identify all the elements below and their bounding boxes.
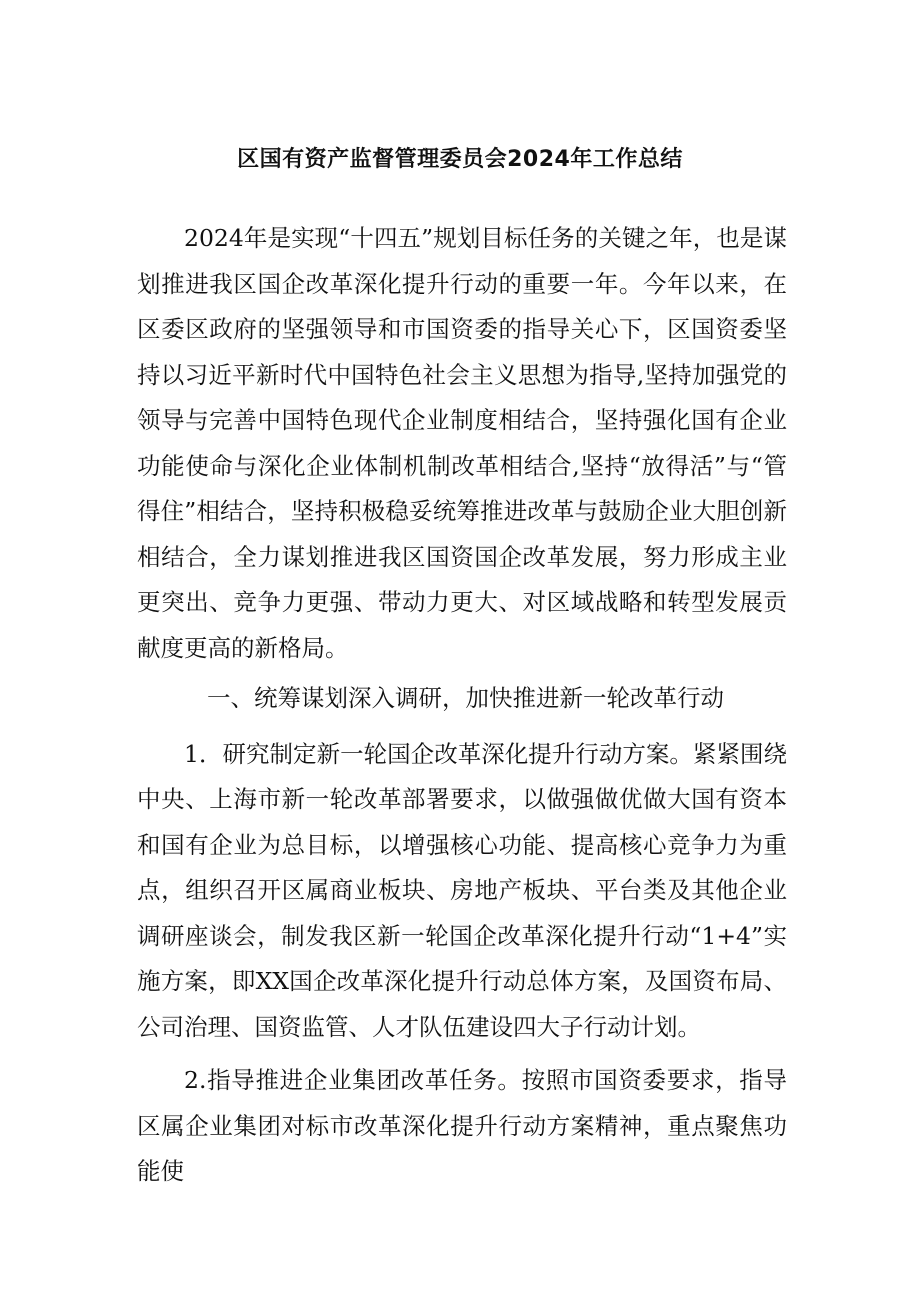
item-2-paragraph: 2.指导推进企业集团改革任务。按照市国资委要求，指导区属企业集团对标市改革深化提升行动方案精神，重点聚焦功能使 [137,1066,787,1185]
item-1-paragraph: 1．研究制定新一轮国企改革深化提升行动方案。紧紧围绕中央、上海市新一轮改革部署要求，以做强做优做大国有资本和国有企业为总目标，以增强核心功能、提高核心竞争力为重点，组织召开区属商业板块、房地产板块、平台类及其他企业调研座谈会，制发我区新一轮国企改革深化提升行动“1+4”实施方案，即XX国企改革深化提升行动总体方案，及国资布局、公司治理、国资监管、人才队伍建设四大子行动计划。 [137,739,787,1041]
document-title: 区国有资产监督管理委员会2024年工作总结 [237,147,683,172]
intro-paragraph: 2024年是实现“十四五”规划目标任务的关键之年，也是谋划推进我区国企改革深化提升行动的重要一年。今年以来，在区委区政府的坚强领导和市国资委的指导关心下，区国资委坚持以习近平新时代中国特色社会主义思想为指导,坚持加强党的领导与完善中国特色现代企业制度相结合，坚持强化国有企业功能使命与深化企业体制机制改革相结合,坚持“放得活”与“管得住”相结合，坚持积极稳妥统筹推进改革与鼓励企业大胆创新相结合，全力谋划推进我区国资国企改革发展，努力形成主业更突出、竞争力更强、带动力更大、对区域战略和转型发展贡献度更高的新格局。 [137,224,787,662]
section-1-heading: 一、统筹谋划深入调研，加快推进新一轮改革行动 [207,684,724,712]
document-body [137,216,787,1195]
